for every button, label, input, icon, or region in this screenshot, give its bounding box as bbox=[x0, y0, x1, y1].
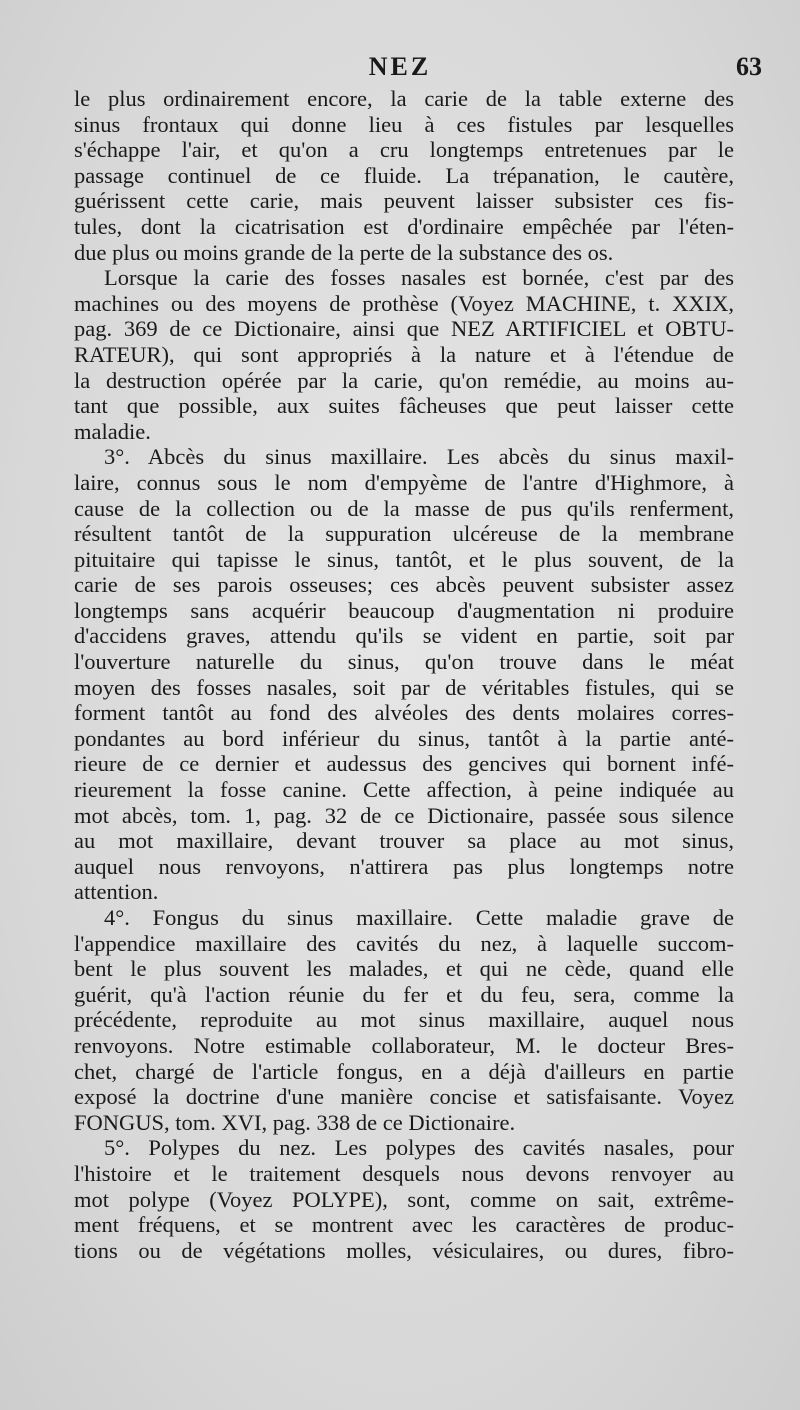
text-line: attention. bbox=[74, 879, 159, 905]
text-line: résultent tantôt de la suppuration ulcéreuse de la membrane bbox=[74, 521, 734, 547]
text-line: s'échappe l'air, et qu'on a cru longtemps entretenues par le bbox=[74, 137, 734, 163]
text-line: d'accidens graves, attendu qu'ils se vident en partie, soit par bbox=[74, 623, 734, 649]
text-line: l'histoire et le traitement desquels nous devons renvoyer au bbox=[74, 1160, 734, 1186]
text-line: mot abcès, tom. 1, pag. 32 de ce Dictionaire, passée sous silence bbox=[74, 802, 734, 828]
text-line: cause de la collection ou de la masse de pus qu'ils renferment, bbox=[74, 495, 734, 521]
text-line: 5°. Polypes du nez. Les polypes des cavités nasales, pour bbox=[104, 1135, 734, 1161]
text-line: rieure de ce dernier et audessus des gencives qui bornent infé- bbox=[74, 751, 734, 777]
page-number: 63 bbox=[736, 52, 762, 81]
text-line: laire, connus sous le nom d'empyème de l'antre d'Highmore, à bbox=[74, 469, 734, 495]
text-line: auquel nous renvoyons, n'attirera pas plus longtemps notre bbox=[74, 853, 734, 879]
page-header bbox=[0, 52, 800, 86]
text-line: l'ouverture naturelle du sinus, qu'on trouve dans le méat bbox=[74, 649, 734, 675]
text-line: guérissent cette carie, mais peuvent laisser subsister ces fis- bbox=[74, 188, 734, 214]
text-line: tions ou de végétations molles, vésiculaires, ou dures, fibro- bbox=[74, 1237, 734, 1263]
running-head: NEZ bbox=[368, 52, 432, 81]
text-line: tules, dont la cicatrisation est d'ordinaire empêchée par l'éten- bbox=[74, 213, 734, 239]
text-line: bent le plus souvent les malades, et qui ne cède, quand elle bbox=[74, 956, 734, 982]
text-line: le plus ordinairement encore, la carie de la table externe des bbox=[74, 86, 734, 111]
text-line: exposé la doctrine d'une manière concise et satisfaisante. Voyez bbox=[74, 1084, 734, 1110]
text-line: précédente, reproduite au mot sinus maxillaire, auquel nous bbox=[74, 1007, 734, 1033]
text-line: pituitaire qui tapisse le sinus, tantôt, et le plus souvent, de la bbox=[74, 546, 734, 572]
text-line: la destruction opérée par la carie, qu'on remédie, au moins au- bbox=[74, 367, 734, 393]
text-line: guérit, qu'à l'action réunie du fer et du feu, sera, comme la bbox=[74, 981, 734, 1007]
text-line: l'appendice maxillaire des cavités du nez, à laquelle succom- bbox=[74, 930, 734, 956]
text-line: longtemps sans acquérir beaucoup d'augmentation ni produire bbox=[74, 597, 734, 623]
text-line: sinus frontaux qui donne lieu à ces fistules par lesquelles bbox=[74, 111, 734, 137]
text-line: FONGUS, tom. XVI, pag. 338 de ce Dictionaire. bbox=[74, 1109, 516, 1135]
text-line: ment fréquens, et se montrent avec les caractères de produc- bbox=[74, 1212, 734, 1238]
text-line: machines ou des moyens de prothèse (Voyez MACHINE, t. XXIX, bbox=[74, 290, 734, 316]
text-line: maladie. bbox=[74, 418, 151, 444]
text-line: 4°. Fongus du sinus maxillaire. Cette maladie grave de bbox=[104, 905, 734, 930]
text-line: passage continuel de ce fluide. La trépanation, le cautère, bbox=[74, 162, 734, 188]
text-line: carie de ses parois osseuses; ces abcès peuvent subsister assez bbox=[74, 572, 734, 598]
text-line: due plus ou moins grande de la perte de la substance des os. bbox=[74, 239, 614, 265]
text-line: mot polype (Voyez POLYPE), sont, comme on sait, extrême- bbox=[74, 1186, 734, 1212]
text-line: tant que possible, aux suites fâcheuses que peut laisser cette bbox=[74, 393, 734, 419]
text-line: RATEUR), qui sont appropriés à la nature et à l'étendue de bbox=[74, 341, 734, 367]
text-line: moyen des fosses nasales, soit par de véritables fistules, qui se bbox=[74, 674, 734, 700]
text-line: Lorsque la carie des fosses nasales est bornée, c'est par des bbox=[104, 265, 734, 291]
body-text bbox=[74, 86, 734, 1263]
text-line: 3°. Abcès du sinus maxillaire. Les abcès du sinus maxil- bbox=[104, 444, 734, 470]
text-line: pondantes au bord inférieur du sinus, tantôt à la partie anté- bbox=[74, 725, 734, 751]
text-line: rieurement la fosse canine. Cette affection, à peine indiquée au bbox=[74, 777, 734, 803]
text-line: au mot maxillaire, devant trouver sa place au mot sinus, bbox=[74, 828, 734, 854]
text-line: forment tantôt au fond des alvéoles des dents molaires corres- bbox=[74, 700, 734, 726]
text-line: renvoyons. Notre estimable collaborateur, M. le docteur Bres- bbox=[74, 1032, 734, 1058]
text-line: chet, chargé de l'article fongus, en a déjà d'ailleurs en partie bbox=[74, 1058, 734, 1084]
text-line: pag. 369 de ce Dictionaire, ainsi que NEZ ARTIFICIEL et OBTU- bbox=[74, 316, 734, 342]
